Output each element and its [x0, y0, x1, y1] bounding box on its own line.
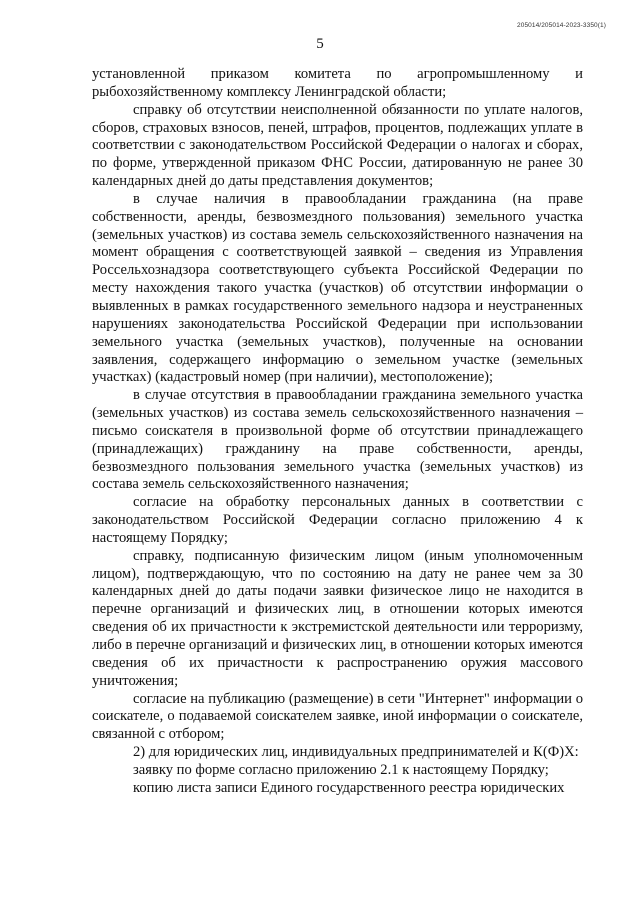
paragraph-continuation: установленной приказом комитета по агропромышленному и рыбохозяйственному комплексу Ленинградской области;	[92, 66, 583, 100]
paragraph-personal-data-consent: согласие на обработку персональных данных в соответствии с законодательством Российской Федерации согласно приложению 4 к настоящему Порядку;	[92, 494, 583, 546]
document-id: 205014/205014-2023-3350(1)	[517, 22, 606, 29]
paragraph-extremism-certificate: справку, подписанную физическим лицом (иным уполномоченным лицом), подтверждающую, что по состоянию на дату не ранее чем за 30 календарных дней до даты подачи заявки физическое лицо не находится в перечне организаций и физических лиц, в отношении которых имеются сведения об их причастности к экстремистской деятельности или терроризму, либо в перечне организаций и физических лиц, в отношении которых имеются сведения об их причастности к распространению оружия массового уничтожения;	[92, 547, 583, 689]
paragraph-publication-consent: согласие на публикацию (размещение) в сети "Интернет" информации о соискателе, о подаваемой соискателем заявке, иной информации о соискателе, связанной с отбором;	[92, 690, 583, 743]
document-body	[92, 66, 583, 798]
paragraph-registry-copy: копию листа записи Единого государственного реестра юридических	[133, 779, 565, 796]
paragraph-tax-certificate: справку об отсутствии неисполненной обязанности по уплате налогов, сборов, страховых взносов, пеней, штрафов, процентов, подлежащих уплате в соответствии с законодательством Российской Федерации о налогах и сборах, по форме, утвержденной приказом ФНС России, датированную не ранее 30 календарных дней до даты представления документов;	[92, 101, 583, 190]
paragraph-land-plot-presence: в случае наличия в правообладании гражданина (на праве собственности, аренды, безвозмездного пользования) земельного участка (земельных участков) из состава земель сельскохозяйственного назначения на момент обращения с соответствующей заявкой – сведения из Управления Россельхознадзора соответствующего субъекта Российской Федерации по месту нахождения такого участка (участков) об отсутствии информации о выявленных в рамках государственного земельного надзора и неустраненных нарушениях законодательства Российской Федерации при использовании земельного участка (земельных участков), полученные на основании заявления, содержащего информацию о земельном участке (земельных участках) (кадастровый номер (при наличии), местоположение);	[92, 190, 583, 386]
paragraph-application-form: заявку по форме согласно приложению 2.1 к настоящему Порядку;	[133, 761, 549, 778]
page-number: 5	[316, 36, 324, 52]
paragraph-legal-entities-heading: 2) для юридических лиц, индивидуальных предпринимателей и К(Ф)Х:	[133, 744, 579, 761]
paragraph-land-plot-absence: в случае отсутствия в правообладании гражданина земельного участка (земельных участков) из состава земель сельскохозяйственного назначения – письмо соискателя в произвольной форме об отсутствии принадлежащего (принадлежащих) гражданину на праве собственности, аренды, безвозмездного пользования земельного участка (земельных участков) из состава земель сельскохозяйственного назначения;	[92, 387, 583, 493]
